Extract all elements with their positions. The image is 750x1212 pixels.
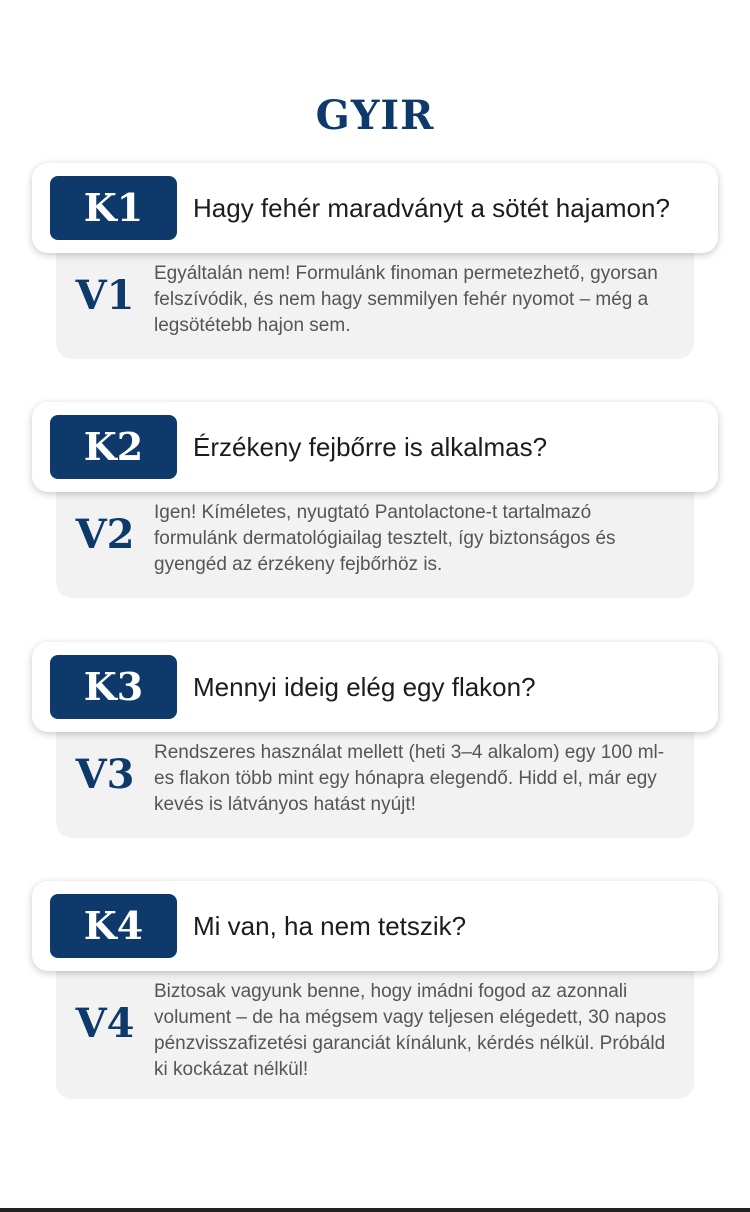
bottom-divider	[0, 1208, 750, 1212]
answer-label: V1	[75, 272, 135, 319]
brand-logo: GYIR	[315, 92, 435, 139]
question-label-badge: K3	[50, 655, 177, 719]
answer-label: V4	[75, 1000, 135, 1047]
answer-card	[56, 951, 694, 1099]
faq-item-4	[0, 881, 750, 1103]
question-text: Hagy fehér maradványt a sötét hajamon?	[193, 193, 670, 223]
answer-text: Biztosak vagyunk benne, hogy imádni fogod az azonnali volument – de ha mégsem vagy teljesen elégedett, 30 napos pénzvisszafizetési garanciát kínálunk, kérdés nélkül. Próbáld ki kockázat nélkül!	[154, 981, 667, 1080]
answer-text: Egyáltalán nem! Formulánk finoman permetezhető, gyorsan felszívódik, és nem hagy semmilyen fehér nyomot – még a legsötétebb hajon sem.	[154, 263, 658, 336]
answer-label: V2	[75, 511, 135, 558]
question-card[interactable]	[32, 642, 718, 732]
question-text: Mi van, ha nem tetszik?	[193, 911, 467, 941]
question-text: Mennyi ideig elég egy flakon?	[193, 672, 536, 702]
question-text: Érzékeny fejbőrre is alkalmas?	[193, 432, 548, 462]
question-label-badge: K2	[50, 415, 177, 479]
question-label-badge: K1	[50, 176, 177, 240]
question-card[interactable]	[32, 163, 718, 253]
question-card[interactable]	[32, 881, 718, 971]
answer-text: Rendszeres használat mellett (heti 3–4 alkalom) egy 100 ml-es flakon több mint egy hónapra elegendő. Hidd el, már egy kevés is látványos hatást nyújt!	[154, 742, 665, 815]
answer-label: V3	[75, 751, 135, 798]
question-label-badge: K4	[50, 894, 177, 958]
faq-item-1	[0, 163, 750, 363]
faq-item-3	[0, 642, 750, 842]
question-card[interactable]	[32, 402, 718, 492]
faq-item-2	[0, 402, 750, 602]
answer-text: Igen! Kíméletes, nyugtató Pantolactone-t tartalmazó formulánk dermatológiailag tesztelt, így biztonságos és gyengéd az érzékeny fejbőrhöz is.	[154, 502, 616, 575]
